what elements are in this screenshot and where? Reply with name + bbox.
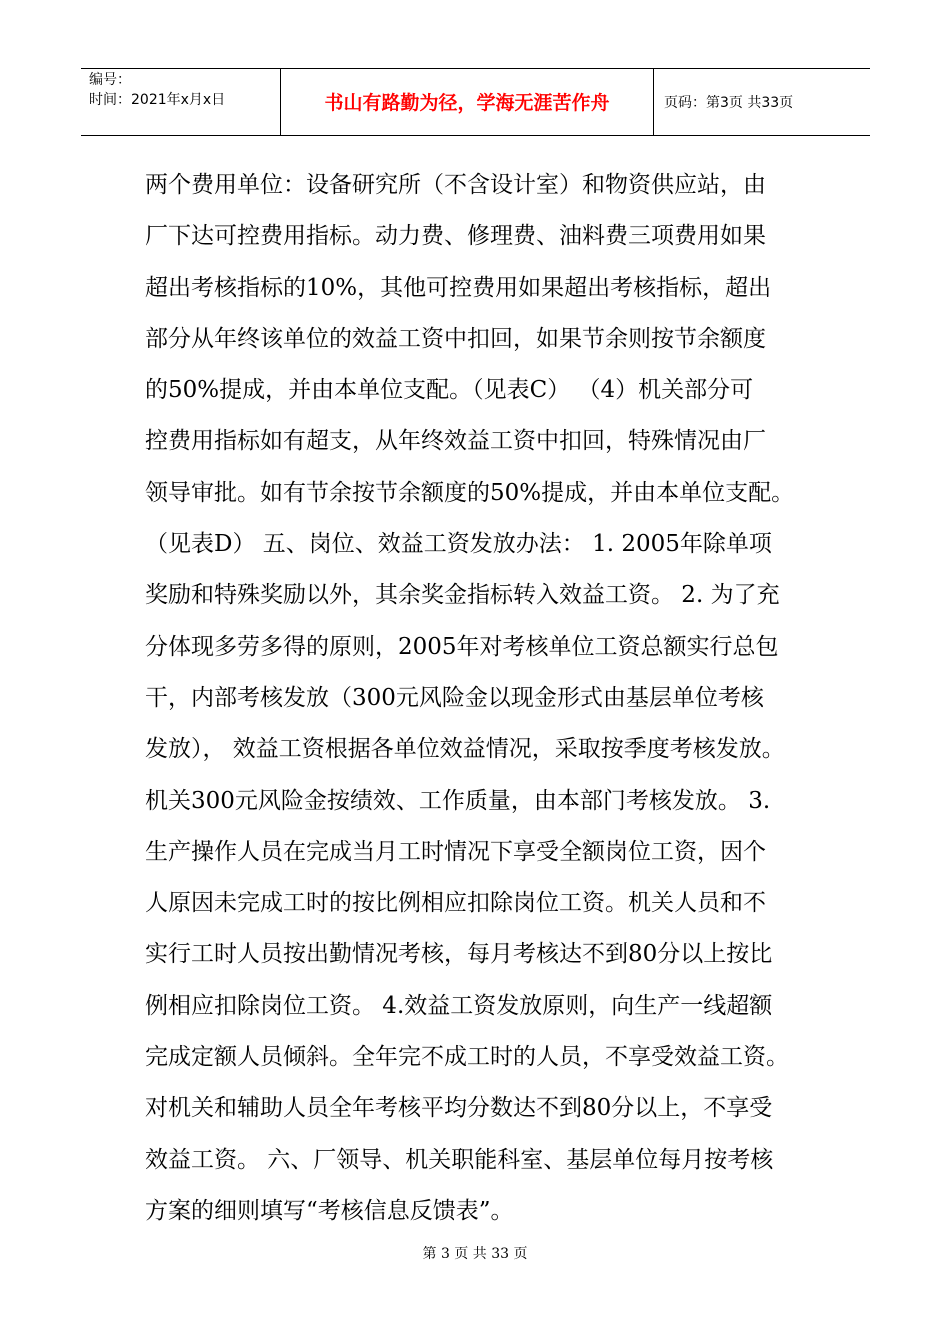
body-line: 效益工资。 六、厂领导、机关职能科室、基层单位每月按考核 xyxy=(145,1146,774,1173)
body-line: （见表D） 五、岗位、效益工资发放办法： 1. 2005年除单项 xyxy=(145,531,772,558)
body-line: 两个费用单位：设备研究所（不含设计室）和物资供应站，由 xyxy=(145,172,766,198)
body-line: 厂下达可控费用指标。动力费、修理费、油料费三项费用如果 xyxy=(145,223,766,250)
body-line: 超出考核指标的10%，其他可控费用如果超出考核指标，超出 xyxy=(145,274,772,301)
document-number-label: 编号： xyxy=(89,72,131,88)
body-line: 人原因未完成工时的按比例相应扣除岗位工资。机关人员和不 xyxy=(145,890,766,917)
body-line: 干，内部考核发放（300元风险金以现金形式由基层单位考核 xyxy=(145,684,764,711)
body-line: 的50%提成，并由本单位支配。（见表C） （4）机关部分可 xyxy=(145,377,754,404)
document-body xyxy=(145,160,825,1237)
page-header xyxy=(81,68,870,136)
body-line: 发放）， 效益工资根据各单位效益情况，采取按季度考核发放。 xyxy=(145,736,785,763)
body-line: 对机关和辅助人员全年考核平均分数达不到80分以上，不享受 xyxy=(145,1095,773,1122)
body-line: 控费用指标如有超支，从年终效益工资中扣回，特殊情况由厂 xyxy=(145,428,766,455)
body-line: 奖励和特殊奖励以外，其余奖金指标转入效益工资。 2. 为了充 xyxy=(145,582,780,609)
body-line: 部分从年终该单位的效益工资中扣回，如果节余则按节余额度 xyxy=(145,325,766,352)
document-date-label: 时间：2021年x月x日 xyxy=(89,92,226,108)
body-line: 分体现多劳多得的原则，2005年对考核单位工资总额实行总包 xyxy=(145,633,779,660)
body-line: 方案的细则填写“考核信息反馈表”。 xyxy=(145,1197,514,1224)
body-line: 生产操作人员在完成当月工时情况下享受全额岗位工资，因个 xyxy=(145,838,766,865)
header-page-cell xyxy=(654,69,870,135)
body-line: 完成定额人员倾斜。全年完不成工时的人员，不享受效益工资。 xyxy=(145,1044,789,1071)
header-meta-cell xyxy=(81,69,281,135)
body-line: 例相应扣除岗位工资。 4.效益工资发放原则，向生产一线超额 xyxy=(145,992,773,1019)
body-line: 实行工时人员按出勤情况考核，每月考核达不到80分以上按比 xyxy=(145,941,773,968)
body-line: 领导审批。如有节余按节余额度的50%提成，并由本单位支配。 xyxy=(145,479,795,506)
page-footer-number: 第 3 页 共 33 页 xyxy=(422,1246,528,1262)
body-line: 机关300元风险金按绩效、工作质量，由本部门考核发放。 3. xyxy=(145,787,771,814)
header-motto-cell xyxy=(281,69,654,135)
header-motto: 书山有路勤为径，学海无涯苦作舟 xyxy=(324,92,610,114)
header-page-info: 页码：第3页 共33页 xyxy=(664,95,794,111)
